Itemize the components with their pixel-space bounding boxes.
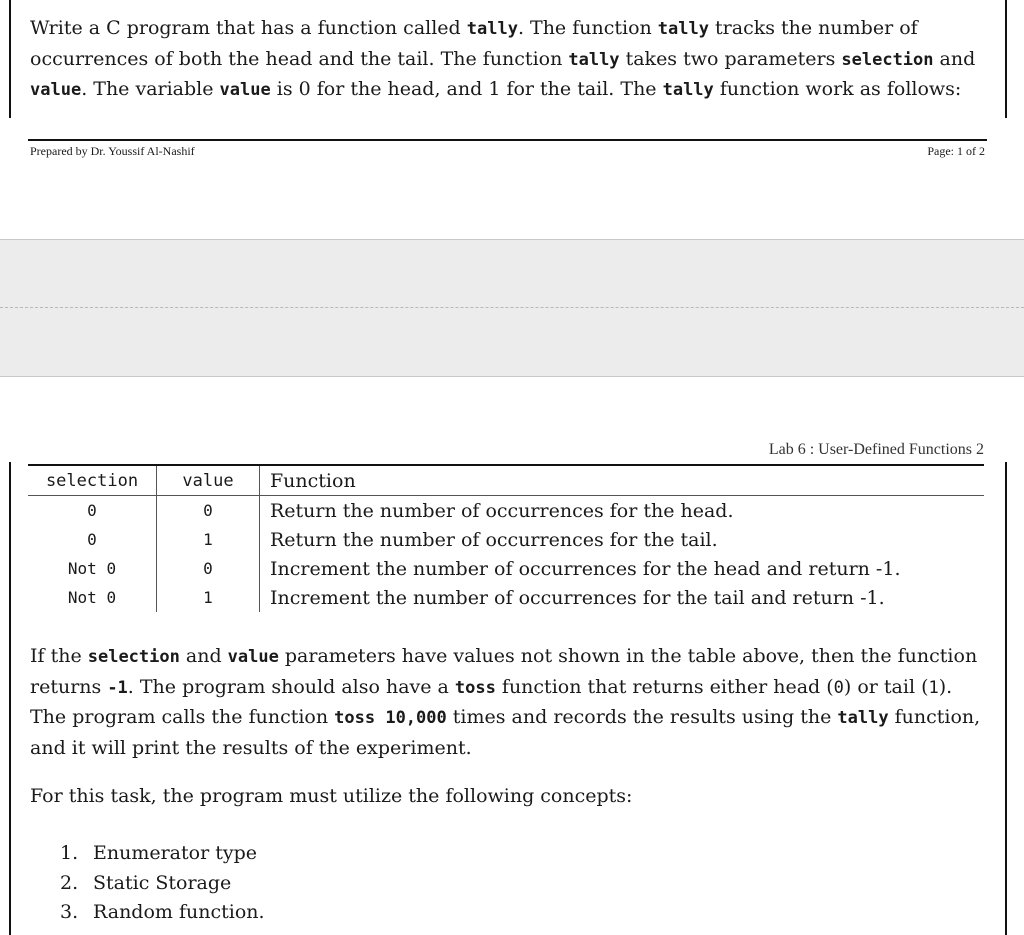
cell-value: 0 — [157, 496, 260, 526]
intro-text: is 0 for the head, and 1 for the tail. The — [270, 78, 663, 100]
intro-text: takes two parameters — [619, 47, 842, 70]
header-selection: selection — [28, 465, 157, 496]
cell-function: Increment the number of occurrences for the tail and return -1. — [270, 586, 885, 609]
list-item — [60, 869, 265, 899]
list-item — [60, 839, 265, 869]
table-row — [28, 583, 984, 612]
table-row — [28, 554, 984, 583]
cell-selection: Not 0 — [28, 583, 157, 612]
list-number: 1. — [60, 842, 79, 864]
concepts-intro: For this task, the program must utilize the following concepts: — [30, 785, 633, 807]
page-gap — [0, 239, 1024, 377]
cell-value: 0 — [157, 554, 260, 583]
cell-function: Return the number of occurrences for the head. — [270, 499, 734, 522]
page-header: Lab 6 : User-Defined Functions 2 — [768, 441, 984, 458]
para-text: times and records the results using the — [446, 706, 838, 728]
para-text: ). The program calls the function — [30, 675, 953, 728]
cell-selection: Not 0 — [28, 554, 157, 583]
cell-function: Return the number of occurrences for the tail. — [270, 528, 718, 551]
intro-text: tracks the number of occurrences of both the head and the tail. The function — [30, 17, 918, 70]
code-toss: toss — [454, 677, 496, 698]
cell-selection: 0 — [28, 496, 157, 526]
tally-table — [28, 464, 984, 612]
page-right-border — [1005, 462, 1007, 935]
code-tally: tally — [568, 49, 620, 70]
code-selection: selection — [841, 49, 934, 70]
list-text: Static Storage — [93, 871, 232, 894]
cell-value: 1 — [157, 583, 260, 612]
cell-function: Increment the number of occurrences for the head and return -1. — [270, 557, 901, 580]
list-number: 2. — [60, 871, 79, 894]
para-text: If the — [30, 645, 88, 667]
cell-selection: 0 — [28, 525, 157, 554]
para-text: and — [179, 645, 228, 667]
code-selection: selection — [87, 647, 180, 667]
page-1 — [0, 0, 1024, 239]
table-header-row — [28, 465, 984, 496]
page-left-border — [9, 462, 11, 935]
description-paragraph — [30, 642, 990, 763]
para-text: function, and it will print the results of the experiment. — [30, 706, 981, 759]
code-tally: tally — [662, 80, 714, 100]
code-tally: tally — [837, 708, 889, 728]
footer-author: Prepared by Dr. Youssif Al-Nashif — [30, 144, 195, 158]
list-number: 3. — [60, 901, 79, 923]
code-toss-count: toss 10,000 — [334, 708, 447, 728]
page-2 — [0, 377, 1024, 935]
code-tally: tally — [466, 19, 518, 39]
footer-divider — [28, 139, 987, 141]
list-text: Enumerator type — [93, 842, 257, 864]
code-return-value: -1 — [107, 677, 128, 698]
para-text: function that returns either head ( — [495, 675, 834, 698]
code-tally: tally — [657, 19, 709, 39]
intro-text: Write a C program that has a function called — [30, 17, 467, 39]
table-row — [28, 496, 984, 526]
list-text: Random function. — [93, 901, 265, 923]
intro-text: . The function — [517, 17, 658, 39]
para-text: parameters have values not shown in the table above, then the function returns — [30, 645, 978, 698]
page-left-border — [9, 0, 11, 118]
intro-text: function work as follows: — [713, 78, 962, 100]
code-value: value — [30, 80, 82, 100]
table-row — [28, 525, 984, 554]
intro-text: . The variable — [81, 78, 220, 100]
intro-paragraph — [30, 14, 990, 106]
code-value: value — [227, 647, 279, 667]
code-value: value — [219, 80, 271, 100]
para-text: . The program should also have a — [127, 675, 455, 698]
cell-value: 1 — [157, 525, 260, 554]
code-head-value: 0 — [833, 677, 844, 698]
header-value: value — [157, 465, 260, 496]
page-break-line — [0, 307, 1024, 308]
page-right-border — [1005, 0, 1007, 118]
header-function: Function — [260, 465, 985, 496]
intro-text: and — [933, 47, 976, 70]
list-item — [60, 898, 265, 928]
para-text: ) or tail ( — [843, 675, 929, 698]
footer-page-number: Page: 1 of 2 — [927, 144, 985, 158]
code-tail-value: 1 — [928, 677, 939, 698]
concepts-list — [60, 839, 265, 928]
